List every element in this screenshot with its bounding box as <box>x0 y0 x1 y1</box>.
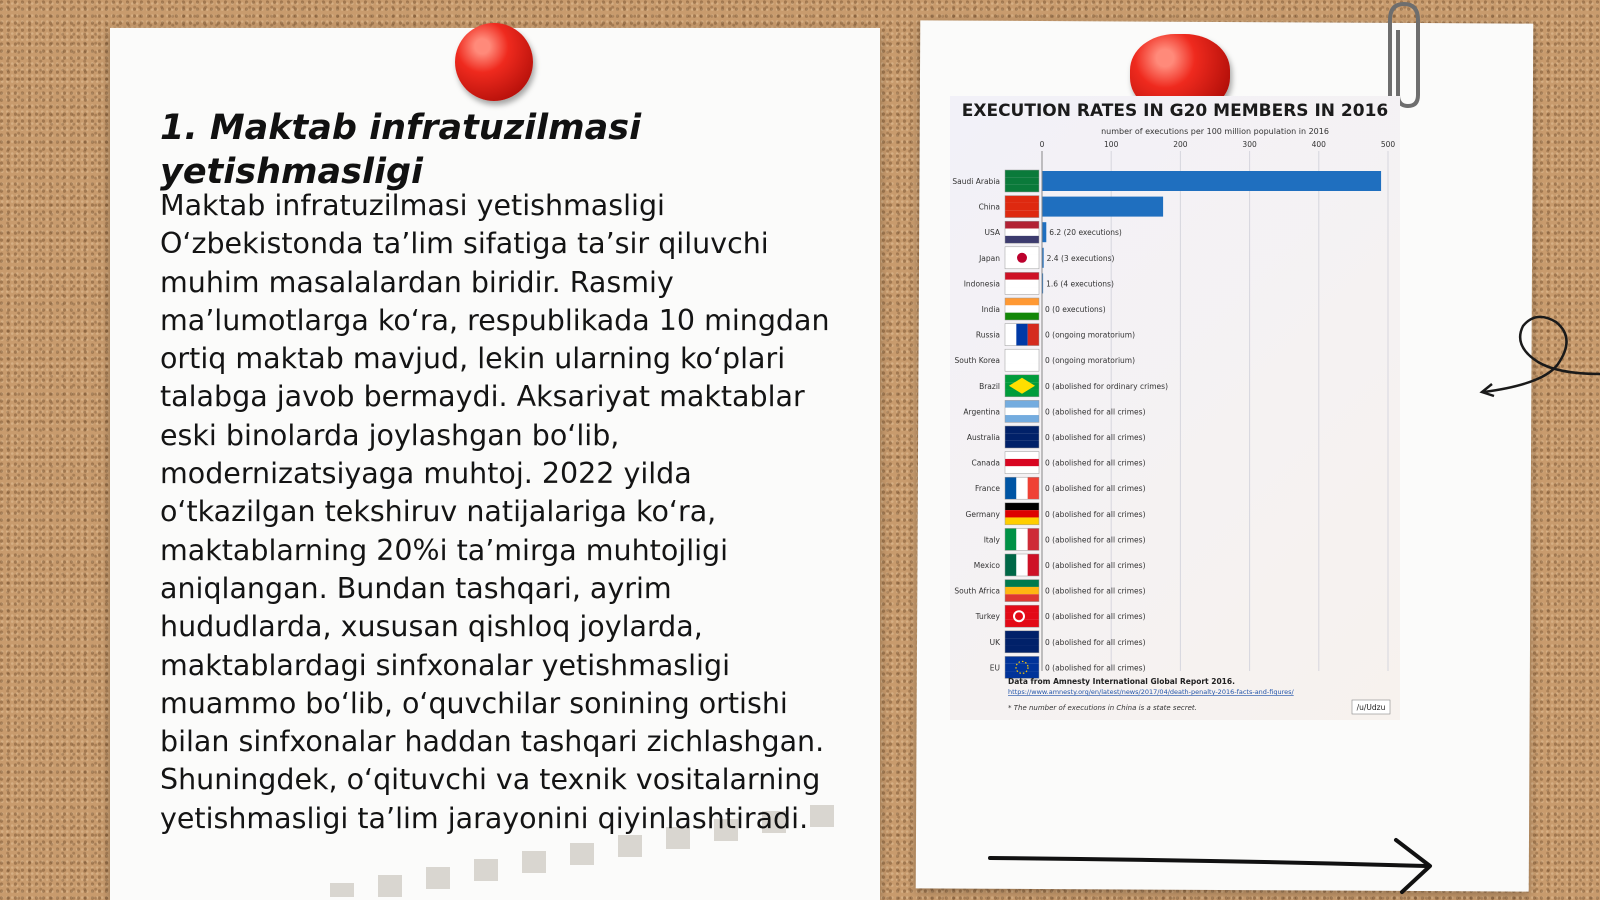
eu-flag <box>1005 656 1039 663</box>
slide-heading: 1. Maktab infratuzilmasi yetishmasligi <box>160 108 642 192</box>
mexico-flag <box>1016 554 1027 576</box>
data-label: 6.2 (20 executions) <box>1049 228 1122 238</box>
italy-flag <box>1016 528 1027 550</box>
data-label: 0 (abolished for all crimes) <box>1045 663 1146 673</box>
france-flag <box>1028 477 1039 499</box>
india-flag <box>1005 298 1039 305</box>
data-label: 0 (abolished for all crimes) <box>1045 535 1146 545</box>
x-tick-label: 500 <box>1380 140 1396 149</box>
chart-credit: /u/Udzu <box>1356 703 1386 712</box>
uk-flag <box>1005 638 1039 645</box>
canada-flag <box>1005 459 1039 466</box>
x-tick-label: 200 <box>1173 140 1188 149</box>
category-label: China <box>978 202 1000 212</box>
category-label: Italy <box>983 535 1000 545</box>
x-axis-label: number of executions per 100 million population in 2016 <box>1101 127 1329 136</box>
category-label: Saudi Arabia <box>952 177 1000 186</box>
russia-flag <box>1005 324 1016 346</box>
canada-flag <box>1005 452 1039 459</box>
south-korea-flag <box>1005 349 1039 356</box>
data-label: 0 (abolished for all crimes) <box>1045 509 1146 519</box>
mexico-flag <box>1028 554 1039 576</box>
argentina-flag <box>1005 400 1039 407</box>
data-label: 0 (abolished for all crimes) <box>1045 637 1146 647</box>
south-africa-flag <box>1005 587 1039 594</box>
category-label: Canada <box>971 458 1000 468</box>
category-label: Australia <box>966 433 1000 442</box>
data-label: 0 (ongoing moratorium) <box>1045 356 1136 366</box>
category-label: South Korea <box>954 356 1000 366</box>
uk-flag <box>1005 645 1039 652</box>
data-label: 2.4 (3 executions) <box>1046 253 1115 263</box>
category-label: India <box>981 305 1000 314</box>
bar <box>1042 222 1046 242</box>
category-label: UK <box>989 637 1000 647</box>
category-label: Germany <box>965 509 1000 519</box>
indonesia-flag <box>1005 272 1039 279</box>
argentina-flag <box>1005 415 1039 422</box>
data-label: 0 (abolished for all crimes) <box>1045 458 1146 468</box>
south-africa-flag <box>1005 580 1039 587</box>
data-label: 0 (abolished for all crimes) <box>1045 433 1146 442</box>
russia-flag <box>1016 324 1027 346</box>
argentina-flag <box>1005 408 1039 415</box>
uk-flag <box>1005 631 1039 638</box>
slide-body-text: Maktab infratuzilmasi yetishmasligi O‘zbekistonda ta’lim sifatiga ta’sir qiluvchi muhim masalalardan biridir. Rasmiy ma’lumotlarga ko‘ra, respublikada 10 mingdan ortiq maktab mavjud, lekin ularning ko‘plari talabga javob bermaydi. Aksariyat maktablar eski binolarda joylashgan bo‘lib, modernizatsiyaga muhtoj. 2022 yilda o‘tkazilgan tekshiruv natijalariga ko‘ra, maktablarning 20%i ta’mirga muhtojligi aniqlangan. Bundan tashqari, ayrim hududlarda, xususan qishloq joylarda, maktablardagi sinfxonalar yetishmasligi muammo bo‘lib, o‘quvchilar sonining ortishi bilan sinfxonalar haddan tashqari zichlashgan. Shuningdek, o‘qituvchi va texnik vositalarning yetishmasligi ta’lim jarayonini qiyinlashtiradi. <box>160 189 830 835</box>
chart-title: EXECUTION RATES IN G20 MEMBERS IN 2016 <box>961 101 1389 121</box>
south-korea-flag <box>1005 357 1039 364</box>
india-flag <box>1005 305 1039 312</box>
chart-footnote: * The number of executions in China is a state secret. <box>1008 704 1197 712</box>
hand-drawn-right-arrow <box>986 836 1446 896</box>
australia-flag <box>1005 433 1039 440</box>
data-label: 0 (abolished for all crimes) <box>1045 484 1146 494</box>
data-label: 1.6 (4 executions) <box>1046 279 1114 289</box>
china-flag <box>1005 196 1039 203</box>
south-africa-flag <box>1005 594 1039 601</box>
eu-flag <box>1005 664 1039 671</box>
saudi-arabia-flag <box>1005 177 1039 184</box>
italy-flag <box>1005 528 1016 550</box>
australia-flag <box>1005 441 1039 448</box>
china-flag <box>1005 210 1039 217</box>
france-flag <box>1016 477 1027 499</box>
data-label: 0 (abolished for all crimes) <box>1045 561 1146 570</box>
category-label: France <box>975 484 1000 494</box>
category-label: Brazil <box>979 381 1000 391</box>
category-label: Turkey <box>975 612 1000 622</box>
x-tick-label: 100 <box>1104 140 1119 149</box>
usa-flag <box>1005 221 1039 228</box>
usa-flag <box>1005 236 1039 243</box>
bar <box>1042 171 1381 191</box>
category-label: Mexico <box>973 561 1000 570</box>
category-label: USA <box>984 228 1000 238</box>
indonesia-flag <box>1005 280 1039 287</box>
australia-flag <box>1005 426 1039 433</box>
data-label: 0 (abolished for all crimes) <box>1045 612 1146 622</box>
france-flag <box>1005 477 1016 499</box>
category-label: Japan <box>979 253 1000 263</box>
germany-flag <box>1005 503 1039 510</box>
germany-flag <box>1005 517 1039 524</box>
bar <box>1042 197 1163 217</box>
data-label: 0 (0 executions) <box>1045 305 1106 314</box>
usa-flag <box>1005 229 1039 236</box>
data-label: 0 (abolished for all crimes) <box>1045 586 1146 596</box>
category-label: EU <box>989 663 1000 673</box>
hand-drawn-arrow-doodle <box>1478 312 1600 412</box>
chart-source: Data from Amnesty International Global Report 2016. <box>1008 677 1235 686</box>
data-label: 0 (ongoing moratorium) <box>1045 330 1136 340</box>
turkey-flag <box>1005 613 1039 620</box>
red-pushpin <box>455 23 533 101</box>
indonesia-flag <box>1005 287 1039 294</box>
saudi-arabia-flag <box>1005 185 1039 192</box>
x-tick-label: 0 <box>1039 140 1045 149</box>
category-label: Indonesia <box>963 279 1000 289</box>
category-label: South Africa <box>954 586 1000 596</box>
mexico-flag <box>1005 554 1016 576</box>
germany-flag <box>1005 510 1039 517</box>
canada-flag <box>1005 466 1039 473</box>
x-tick-label: 400 <box>1311 140 1326 149</box>
saudi-arabia-flag <box>1005 170 1039 177</box>
x-tick-label: 300 <box>1242 140 1257 149</box>
italy-flag <box>1028 528 1039 550</box>
china-flag <box>1005 203 1039 210</box>
data-label: 0 (abolished for all crimes) <box>1045 407 1146 417</box>
south-korea-flag <box>1005 364 1039 371</box>
japan-flag-sun <box>1017 253 1027 263</box>
category-label: Argentina <box>963 407 1000 417</box>
chart-source-url: https://www.amnesty.org/en/latest/news/2017/04/death-penalty-2016-facts-and-figures/ <box>1008 688 1294 696</box>
data-label: 0 (abolished for ordinary crimes) <box>1045 381 1168 391</box>
india-flag <box>1005 313 1039 320</box>
category-label: Russia <box>975 330 1000 340</box>
execution-rates-chart <box>950 96 1400 720</box>
russia-flag <box>1028 324 1039 346</box>
